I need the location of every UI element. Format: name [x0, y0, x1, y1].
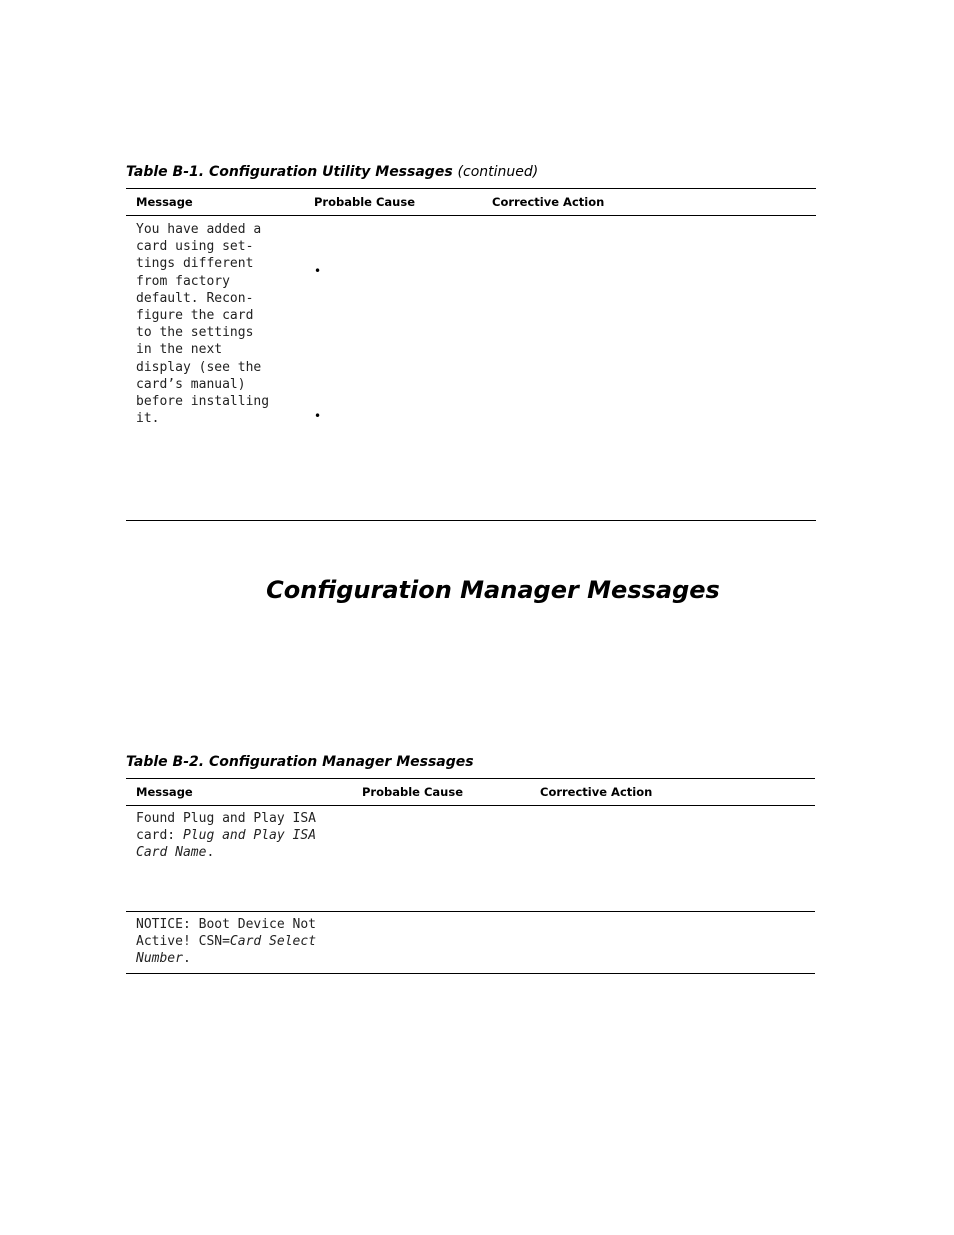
- message-line-variable: Number: [136, 951, 183, 967]
- message-line: default. Recon-: [136, 290, 254, 306]
- message-line-variable: Card Select: [229, 934, 317, 950]
- table-b1-row1-message: [136, 221, 269, 427]
- table-b1-caption-title: Table B-1. Configuration Utility Messages: [126, 164, 453, 180]
- message-line-variable: Card Name: [136, 845, 207, 861]
- table-b1-header-corrective-action: Corrective Action: [492, 195, 605, 209]
- message-line: from factory: [136, 273, 230, 289]
- table-b2-header-probable-cause: Probable Cause: [362, 785, 464, 799]
- message-line: it.: [136, 411, 160, 427]
- message-line: card using set-: [136, 239, 254, 255]
- table-b2-row2-message: [136, 916, 316, 968]
- bullet-icon: •: [314, 409, 322, 423]
- table-b1-caption-continued: (continued): [457, 164, 539, 180]
- table-b2-row1-message: [136, 810, 316, 862]
- message-line-prefix: card:: [136, 828, 183, 844]
- message-line: card’s manual): [136, 376, 246, 392]
- table-b2-bottom-rule: [126, 973, 815, 974]
- table-b2-top-rule: [126, 778, 815, 779]
- message-line: tings different: [136, 256, 254, 272]
- message-line: before installing: [136, 394, 270, 410]
- message-line-suffix: .: [206, 845, 215, 861]
- section-title: Configuration Manager Messages: [266, 576, 720, 604]
- message-line-suffix: .: [182, 951, 191, 967]
- message-line: You have added a: [136, 222, 262, 237]
- message-line: NOTICE: Boot Device Not: [136, 917, 317, 932]
- table-b1-caption: [126, 164, 538, 180]
- message-line: Found Plug and Play ISA: [136, 811, 317, 826]
- table-b2-caption: Table B-2. Configuration Manager Messages: [126, 754, 474, 770]
- message-line: display (see the: [136, 359, 262, 375]
- table-b1-header-probable-cause: Probable Cause: [314, 195, 416, 209]
- table-b2-header-corrective-action: Corrective Action: [540, 785, 653, 799]
- table-b1-bottom-rule: [126, 520, 816, 521]
- table-b2-row-rule: [126, 911, 815, 912]
- table-b1-header-message: Message: [136, 195, 193, 209]
- table-b2-header-rule: [126, 805, 815, 806]
- message-line: to the settings: [136, 325, 254, 341]
- message-line-prefix: Active! CSN=: [136, 934, 230, 950]
- message-line-variable: Plug and Play ISA: [182, 828, 317, 844]
- message-line: figure the card: [136, 308, 254, 324]
- table-b1-header-rule: [126, 215, 816, 216]
- table-b2-header-message: Message: [136, 785, 193, 799]
- message-line: in the next: [136, 342, 223, 358]
- bullet-icon: •: [314, 264, 322, 278]
- table-b1-top-rule: [126, 188, 816, 189]
